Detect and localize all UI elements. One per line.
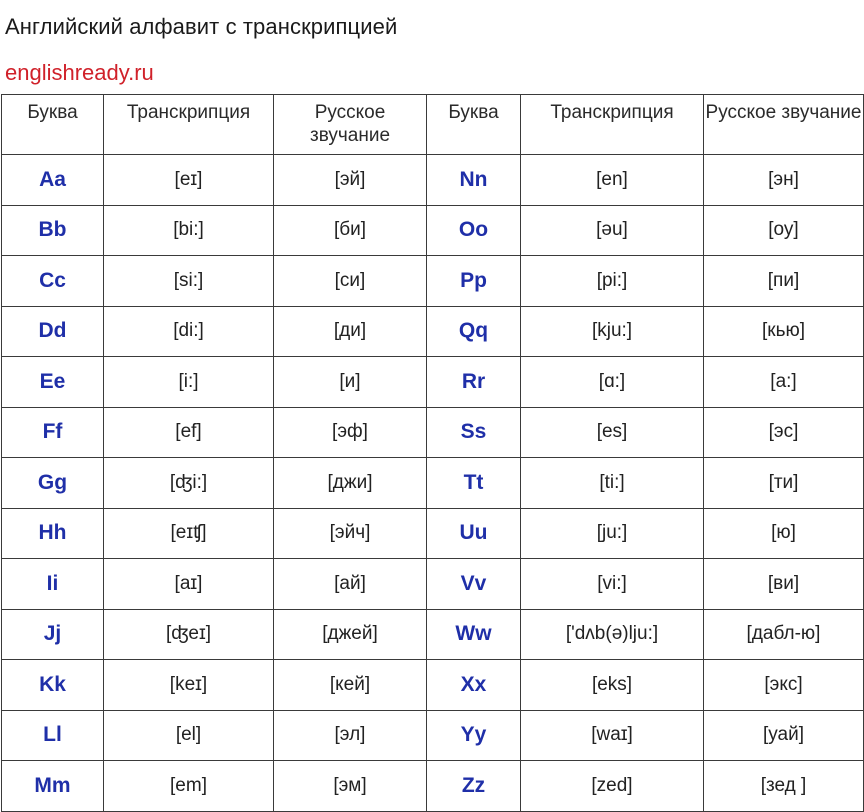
cell-letter: Qq [427, 306, 521, 357]
cell-transcription: [əu] [521, 205, 704, 256]
cell-transcription: [si:] [104, 256, 274, 307]
cell-transcription: [zed] [521, 761, 704, 812]
cell-transcription: [es] [521, 407, 704, 458]
cell-letter: Bb [2, 205, 104, 256]
cell-letter: Mm [2, 761, 104, 812]
cell-transcription: [keɪ] [104, 660, 274, 711]
cell-russian-sound: [эс] [704, 407, 864, 458]
cell-russian-sound: [кью] [704, 306, 864, 357]
cell-russian-sound: [эй] [274, 155, 427, 206]
table-row [2, 205, 864, 256]
cell-russian-sound: [ю] [704, 508, 864, 559]
cell-russian-sound: [си] [274, 256, 427, 307]
cell-transcription: [ju:] [521, 508, 704, 559]
header-transcription: Транскрипция [521, 95, 704, 155]
header-letter: Буква [427, 95, 521, 155]
cell-letter: Tt [427, 458, 521, 509]
header-row [2, 95, 864, 155]
cell-letter: Gg [2, 458, 104, 509]
cell-letter: Dd [2, 306, 104, 357]
cell-letter: Ww [427, 609, 521, 660]
cell-russian-sound: [ди] [274, 306, 427, 357]
header-russian-sound: Русское звучание [274, 95, 427, 155]
header-transcription: Транскрипция [104, 95, 274, 155]
cell-letter: Yy [427, 710, 521, 761]
cell-russian-sound: [би] [274, 205, 427, 256]
table-row [2, 458, 864, 509]
table-row [2, 609, 864, 660]
cell-transcription: [ef] [104, 407, 274, 458]
cell-transcription: [en] [521, 155, 704, 206]
site-name: englishready.ru [5, 60, 154, 85]
table-row [2, 155, 864, 206]
table-row [2, 761, 864, 812]
cell-transcription: [eɪʧ] [104, 508, 274, 559]
cell-letter: Ss [427, 407, 521, 458]
cell-transcription: [waɪ] [521, 710, 704, 761]
table-row [2, 407, 864, 458]
cell-letter: Cc [2, 256, 104, 307]
cell-transcription: [eks] [521, 660, 704, 711]
cell-russian-sound: [пи] [704, 256, 864, 307]
cell-transcription: [ɑ:] [521, 357, 704, 408]
cell-letter: Rr [427, 357, 521, 408]
cell-transcription: [em] [104, 761, 274, 812]
cell-letter: Vv [427, 559, 521, 610]
cell-letter: Xx [427, 660, 521, 711]
cell-transcription: [aɪ] [104, 559, 274, 610]
cell-transcription: [ʤeɪ] [104, 609, 274, 660]
alphabet-table [1, 94, 864, 812]
cell-letter: Nn [427, 155, 521, 206]
cell-russian-sound: [ай] [274, 559, 427, 610]
cell-letter: Ee [2, 357, 104, 408]
cell-transcription: [pi:] [521, 256, 704, 307]
table-row [2, 660, 864, 711]
cell-russian-sound: [эл] [274, 710, 427, 761]
cell-letter: Ff [2, 407, 104, 458]
cell-letter: Aa [2, 155, 104, 206]
table-row [2, 256, 864, 307]
table-row [2, 357, 864, 408]
cell-russian-sound: [уай] [704, 710, 864, 761]
cell-letter: Ii [2, 559, 104, 610]
cell-russian-sound: [эйч] [274, 508, 427, 559]
cell-transcription: [i:] [104, 357, 274, 408]
cell-letter: Zz [427, 761, 521, 812]
cell-russian-sound: [дабл-ю] [704, 609, 864, 660]
cell-russian-sound: [джи] [274, 458, 427, 509]
page-title: Английский алфавит с транскрипцией [5, 14, 398, 39]
table-body [2, 155, 864, 812]
cell-transcription: [el] [104, 710, 274, 761]
cell-russian-sound: [эм] [274, 761, 427, 812]
cell-letter: Jj [2, 609, 104, 660]
cell-transcription: [ʤi:] [104, 458, 274, 509]
cell-russian-sound: [а:] [704, 357, 864, 408]
table-row [2, 559, 864, 610]
cell-letter: Uu [427, 508, 521, 559]
cell-russian-sound: [зед ] [704, 761, 864, 812]
table-row [2, 508, 864, 559]
cell-transcription: ['dʌb(ə)lju:] [521, 609, 704, 660]
cell-russian-sound: [ви] [704, 559, 864, 610]
cell-letter: Ll [2, 710, 104, 761]
cell-letter: Oo [427, 205, 521, 256]
cell-russian-sound: [экс] [704, 660, 864, 711]
cell-letter: Pp [427, 256, 521, 307]
table-row [2, 710, 864, 761]
cell-transcription: [di:] [104, 306, 274, 357]
table-row [2, 306, 864, 357]
header-russian-sound: Русское звучание [704, 95, 864, 155]
cell-letter: Hh [2, 508, 104, 559]
cell-letter: Kk [2, 660, 104, 711]
cell-russian-sound: [эн] [704, 155, 864, 206]
cell-russian-sound: [эф] [274, 407, 427, 458]
cell-transcription: [bi:] [104, 205, 274, 256]
header-letter: Буква [2, 95, 104, 155]
cell-transcription: [kju:] [521, 306, 704, 357]
cell-russian-sound: [оу] [704, 205, 864, 256]
cell-russian-sound: [джей] [274, 609, 427, 660]
cell-transcription: [eɪ] [104, 155, 274, 206]
cell-russian-sound: [ти] [704, 458, 864, 509]
cell-transcription: [vi:] [521, 559, 704, 610]
cell-russian-sound: [кей] [274, 660, 427, 711]
cell-russian-sound: [и] [274, 357, 427, 408]
cell-transcription: [ti:] [521, 458, 704, 509]
